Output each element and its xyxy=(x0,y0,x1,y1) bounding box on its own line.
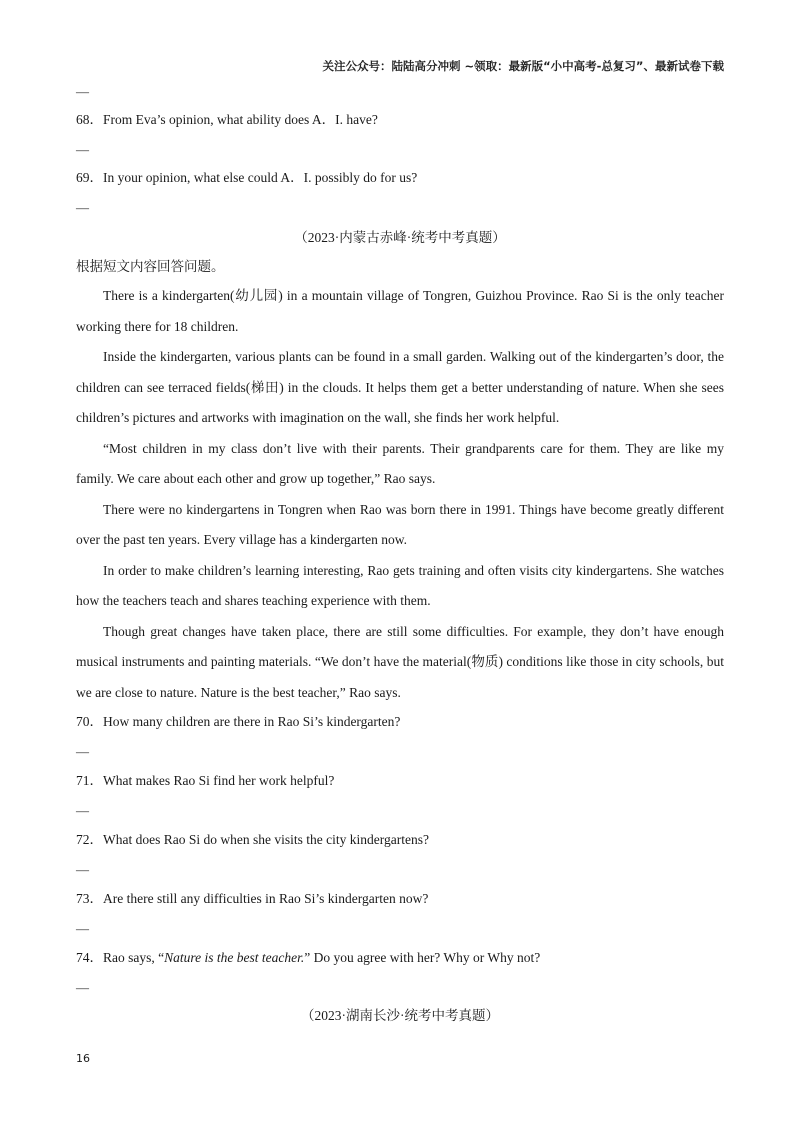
question-quote: Nature is the best teacher. xyxy=(164,950,305,965)
source-citation: （2023·湖南长沙·统考中考真题） xyxy=(301,1008,499,1023)
question-number: 72． xyxy=(76,832,103,847)
page-number: 16 xyxy=(76,1052,90,1065)
answer-blank: — xyxy=(76,980,89,995)
source-citation: （2023·内蒙古赤峰·统考中考真题） xyxy=(294,230,506,245)
question-70 xyxy=(76,710,400,730)
answer-blank: — xyxy=(76,200,89,215)
question-text: How many children are there in Rao Si’s kindergarten? xyxy=(103,714,401,729)
question-text: From Eva’s opinion, what ability does A．I. have? xyxy=(103,112,378,127)
passage-paragraph: Inside the kindergarten, various plants can be found in a small garden. Walking out of the kindergarten’s door, the children can see terraced fields(梯田) in the clouds. It helps them get a better understanding of nature. When she sees children’s pictures and artworks with imagination on the wall, she finds her work helpful. xyxy=(76,349,724,425)
passage-paragraph: “Most children in my class don’t live with their parents. Their grandparents care for them. They are like my family. We care about each other and grow up together,” Rao says. xyxy=(76,440,724,486)
question-number: 69． xyxy=(76,170,103,185)
passage-paragraph: There were no kindergartens in Tongren when Rao was born there in 1991. Things have become greatly different over the past ten years. Every village has a kindergarten now. xyxy=(76,501,724,547)
question-text: Are there still any difficulties in Rao Si’s kindergarten now? xyxy=(103,891,429,906)
passage-paragraph: Though great changes have taken place, there are still some difficulties. For example, they don’t have enough musical instruments and painting materials. “We don’t have the material(物质) conditions like those in city schools, but we are close to nature. Nature is the best teacher,” Rao says. xyxy=(76,623,724,700)
question-69 xyxy=(76,166,417,186)
reading-passage xyxy=(76,281,724,708)
question-text: Rao says, “ xyxy=(103,950,165,965)
answer-blank: — xyxy=(76,744,89,759)
question-text: What does Rao Si do when she visits the city kindergartens? xyxy=(103,832,429,847)
passage-paragraph: There is a kindergarten(幼儿园) in a mountain village of Tongren, Guizhou Province. Rao Si is the only teacher working there for 18 children. xyxy=(76,288,724,334)
question-text: What makes Rao Si find her work helpful? xyxy=(103,773,335,788)
question-number: 74． xyxy=(76,950,103,965)
question-72 xyxy=(76,828,429,848)
page-header: 关注公众号：陆陆高分冲刺 ~领取：最新版“小中高考-总复习”、最新试卷下载 xyxy=(322,59,724,73)
passage-paragraph: In order to make children’s learning interesting, Rao gets training and often visits city kindergartens. She watches how the teachers teach and shares teaching experience with them. xyxy=(76,562,724,608)
question-68 xyxy=(76,108,378,128)
question-number: 68． xyxy=(76,112,103,127)
answer-blank: — xyxy=(76,862,89,877)
answer-blank: — xyxy=(76,803,89,818)
instruction: 根据短文内容回答问题。 xyxy=(76,259,225,274)
question-number: 73． xyxy=(76,891,103,906)
question-71 xyxy=(76,769,334,789)
answer-blank: — xyxy=(76,921,89,936)
answer-blank: — xyxy=(76,84,89,99)
question-73 xyxy=(76,887,428,907)
question-number: 70． xyxy=(76,714,103,729)
answer-blank: — xyxy=(76,142,89,157)
question-text: ” Do you agree with her? Why or Why not? xyxy=(304,950,541,965)
question-text: In your opinion, what else could A．I. possibly do for us? xyxy=(103,170,418,185)
question-74 xyxy=(76,946,540,966)
question-number: 71． xyxy=(76,773,103,788)
